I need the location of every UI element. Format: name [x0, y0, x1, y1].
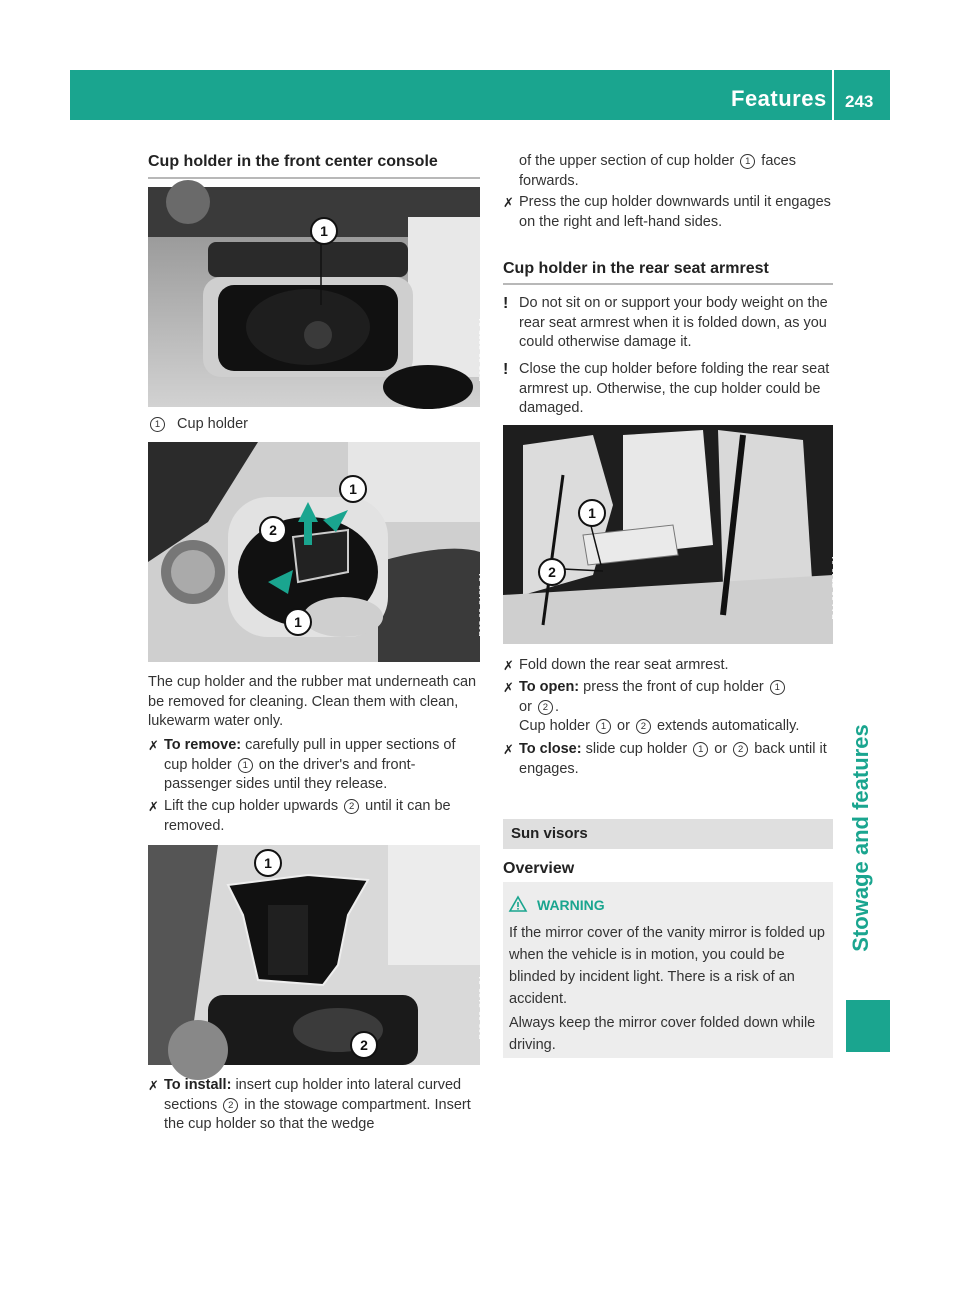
- cont-text-b: faces forwards.: [519, 153, 796, 189]
- install-text-b: in the stowage compartment. Insert the cup holder so that the wedge: [164, 1096, 471, 1132]
- close-text-a: slide cup holder: [585, 741, 688, 757]
- callout-2: 2: [350, 1031, 378, 1059]
- callout-1-bottom: 1: [284, 608, 312, 636]
- caption-text: Cup holder: [177, 416, 248, 432]
- photo-code: P68.00-8189-31: [478, 975, 488, 1040]
- open-text-b: Cup holder: [519, 718, 590, 734]
- close-label: To close:: [519, 741, 582, 757]
- open-text-a: press the front of cup holder: [583, 679, 764, 695]
- open-or-2: or: [617, 718, 630, 734]
- photo-code: P44.00-7540-31: [831, 555, 841, 620]
- remove-label: To remove:: [164, 737, 242, 753]
- lift-text-a: Lift the cup holder upwards: [164, 798, 339, 814]
- photo-removal-art: [148, 442, 480, 662]
- heading-rear-cup-holder: Cup holder in the rear seat armrest: [503, 260, 769, 277]
- bullet-install: [148, 1076, 482, 1136]
- photo-install-art: [148, 845, 480, 1065]
- heading-rule: [503, 283, 833, 285]
- warning-text-2: Always keep the mirror cover folded down while driving.: [509, 1015, 816, 1053]
- note-2-text: Close the cup holder before folding the rear seat armrest up. Otherwise, the cup holder could be damaged.: [519, 361, 830, 416]
- remove-text-a: carefully pull in upper sections of cup holder: [164, 737, 456, 773]
- cleaning-paragraph: The cup holder and the rubber mat underneath can be removed for cleaning. Clean them with clean, lukewarm water only.: [148, 674, 477, 729]
- bullet-arrow-icon: ✗: [148, 738, 159, 753]
- heading-front-cup-holder: Cup holder in the front center console: [148, 153, 438, 170]
- remove-text-b: on the driver's and front-passenger sides until they release.: [164, 756, 416, 792]
- note-2: [503, 360, 833, 420]
- side-tab-block: [846, 1000, 890, 1052]
- photo-rear-armrest: [503, 425, 841, 644]
- fold-text: Fold down the rear seat armrest.: [519, 657, 729, 673]
- install-label: To install:: [164, 1077, 232, 1093]
- warning-box: [503, 882, 833, 1058]
- bullet-open: ✗ To open: press the front of cup holder 1 or 2 . Cup holder 1 or 2 extends automatically.: [503, 679, 800, 734]
- sun-visors-title: Sun visors: [511, 825, 588, 842]
- callout-1: 1: [310, 217, 338, 245]
- photo-front-console: [148, 187, 488, 407]
- lift-text-b: until it can be removed.: [164, 798, 451, 834]
- photo-cup-holder-install: [148, 845, 488, 1065]
- warning-text-1: If the mirror cover of the vanity mirror is folded up when the vehicle is in motion, you could be blinded by incident light. There is a risk of an accident.: [509, 925, 825, 1007]
- warning-title: WARNING: [537, 897, 605, 913]
- photo-code: P68.00-8235-31: [478, 317, 488, 382]
- callout-ref: 2: [223, 1098, 238, 1113]
- caption-cup-holder: [148, 415, 248, 435]
- bullet-close: [503, 740, 833, 780]
- warning-triangle-icon: [509, 896, 527, 912]
- callout-1: 1: [254, 849, 282, 877]
- close-text-b: back until it engages.: [519, 741, 827, 777]
- callout-ref: 1: [596, 719, 611, 734]
- bullet-arrow-icon: ✗: [148, 799, 159, 814]
- open-or: or: [519, 698, 532, 715]
- callout-ref: 2: [538, 700, 553, 715]
- cont-text-a: of the upper section of cup holder: [519, 153, 735, 169]
- note-1-text: Do not sit on or support your body weight on the rear seat armrest when it is folded down, as you could otherwise damage it.: [519, 295, 828, 350]
- callout-ref: 1: [238, 758, 253, 773]
- sun-visors-banner: [503, 819, 833, 849]
- heading-rule: [148, 177, 480, 179]
- bullet-press: [503, 193, 833, 233]
- photo-rear-art: [503, 425, 833, 644]
- callout-ref: 1: [770, 680, 785, 695]
- caution-icon: !: [503, 361, 509, 378]
- note-1: [503, 294, 833, 354]
- callout-2: 2: [538, 558, 566, 586]
- section-title: Features: [731, 86, 827, 111]
- bullet-arrow-icon: ✗: [503, 195, 514, 210]
- bullet-arrow-icon: ✗: [503, 680, 514, 695]
- press-text: Press the cup holder downwards until it engages on the right and left-hand sides.: [519, 194, 831, 230]
- side-tab-label: Stowage and features: [848, 724, 873, 952]
- open-text-c: extends automatically.: [656, 718, 800, 734]
- bullet-lift: [148, 797, 482, 837]
- bullet-arrow-icon: ✗: [503, 658, 514, 673]
- bullet-arrow-icon: ✗: [148, 1078, 159, 1093]
- callout-ref: 2: [733, 742, 748, 757]
- open-label: To open:: [519, 679, 580, 695]
- callout-ref: 1: [740, 154, 755, 169]
- callout-ref: 1: [150, 417, 165, 432]
- side-tab: [846, 705, 876, 975]
- callout-ref: 1: [693, 742, 708, 757]
- page-number: 243: [845, 92, 874, 111]
- caution-icon: !: [503, 295, 509, 312]
- install-text-a: insert cup holder into lateral curved sections: [164, 1077, 462, 1113]
- callout-ref: 2: [344, 799, 359, 814]
- bullet-remove: [148, 736, 482, 796]
- install-continuation: [519, 152, 833, 191]
- callout-ref: 2: [636, 719, 651, 734]
- heading-overview: Overview: [503, 860, 575, 877]
- header-divider: [832, 70, 834, 120]
- callout-1-top: 1: [339, 475, 367, 503]
- bullet-arrow-icon: ✗: [503, 742, 514, 757]
- callout-2: 2: [259, 516, 287, 544]
- callout-1: 1: [578, 499, 606, 527]
- photo-code: P68.00-8188-31: [478, 572, 488, 637]
- close-or: or: [714, 741, 728, 757]
- photo-cup-holder-removal: [148, 442, 488, 662]
- bullet-fold: [503, 656, 833, 676]
